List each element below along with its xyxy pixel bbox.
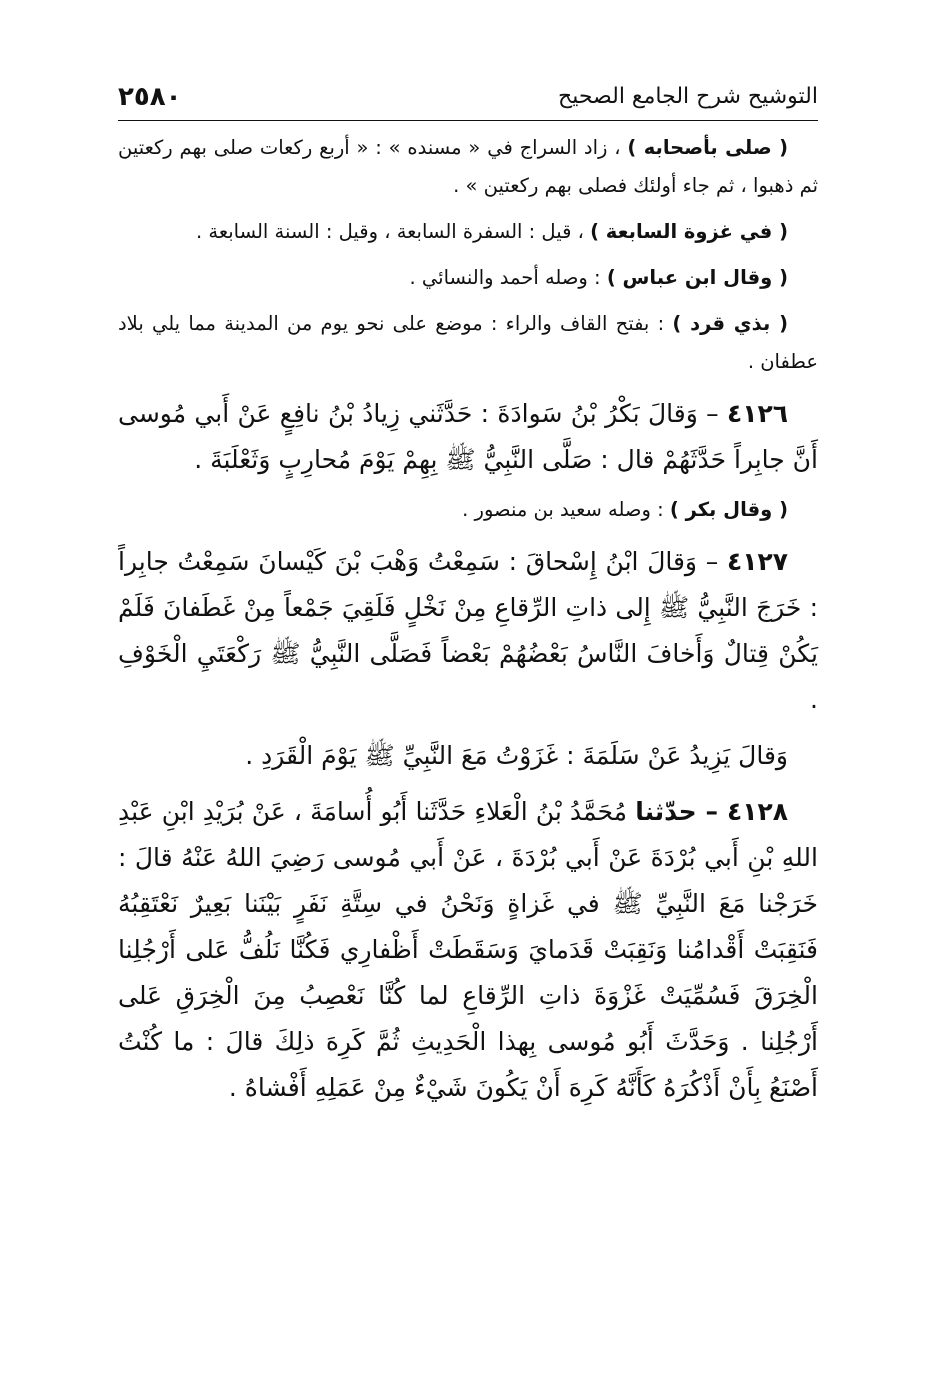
page-header (118, 78, 818, 121)
commentary-section (118, 129, 818, 381)
commentary-text: : وصله سعيد بن منصور . (462, 498, 670, 521)
book-title: التوشيح شرح الجامع الصحيح (558, 84, 818, 109)
commentary-paragraph (118, 129, 818, 205)
commentary-paragraph (118, 213, 818, 251)
hadith-text: مُحَمَّدُ بْنُ الْعَلاءِ حَدَّثَنا أَبُو أُسامَةَ ، عَنْ بُرَيْدِ ابْنِ عَبْدِ اللهِ بْنِ أَبي بُرْدَةَ عَنْ أَبي بُرْدَةَ ، عَنْ أَبي مُوسى رَضِيَ اللهُ عَنْهُ قالَ : خَرَجْنا مَعَ النَّبِيِّ ﷺ في غَزاةٍ وَنَحْنُ في سِتَّةِ نَفَرٍ بَيْنَنا بَعِيرٌ نَعْتَقِبُهُ فَنَقِبَتْ أَقْدامُنا وَنَقِبَتْ قَدَمايَ وَسَقَطَتْ أَظْفارِي فَكُنَّا نَلُفُّ عَلى أَرْجُلِنا الْخِرَقَ فَسُمِّيَتْ غَزْوَةَ ذاتِ الرِّقاعِ لما كُنَّا نَعْصِبُ مِنَ الْخِرَقِ عَلى أَرْجُلِنا . وَحَدَّثَ أَبُو مُوسى بِهذا الْحَدِيثِ ثُمَّ كَرِهَ ذلِكَ قالَ : ما كُنْتُ أَصْنَعُ بِأَنْ أَذْكُرَهُ كَأَنَّهُ كَرِهَ أَنْ يَكُونَ شَيْءٌ مِنْ عَمَلِهِ أَفْشاهُ . (118, 797, 818, 1102)
hadith-text: وَقالَ يَزِيدُ عَنْ سَلَمَةَ : غَزَوْتُ مَعَ النَّبِيِّ ﷺ يَوْمَ الْقَرَدِ . (245, 741, 788, 770)
commentary-paragraph (118, 305, 818, 381)
commentary-term: ( صلى بأصحابه ) (627, 136, 788, 159)
hadith-number: ٤١٢٦ (726, 399, 788, 428)
document-page (118, 78, 818, 1119)
commentary-text: : وصله أحمد والنسائي . (409, 266, 607, 289)
commentary-text: ، قيل : السفرة السابعة ، وقيل : السنة السابعة . (195, 220, 591, 243)
hadith-4126 (118, 391, 818, 483)
hadith-4128 (118, 789, 818, 1111)
hadith-text: – وَقالَ بَكْرُ بْنُ سَوادَةَ : حَدَّثَني زِيادُ بْنُ نافِعٍ عَنْ أَبي مُوسى أَنَّ جابِراً حَدَّثَهُمْ قال : صَلَّى النَّبِيُّ ﷺ بِهِمْ يَوْمَ مُحارِبٍ وَثَعْلَبَةَ . (118, 399, 818, 474)
commentary-term: ( بذي قرد ) (672, 312, 788, 335)
commentary-paragraph (118, 259, 818, 297)
commentary-term: ( وقال ابن عباس ) (606, 266, 788, 289)
commentary-term: ( في غزوة السابعة ) (590, 220, 788, 243)
commentary-text: ، زاد السراج في « مسنده » : « أربع ركعات صلى بهم ركعتين ثم ذهبوا ، ثم جاء أولئك فصلى بهم ركعتين » . (118, 136, 818, 197)
hadith-number: ٤١٢٧ (726, 547, 788, 576)
hadith-number: ٤١٢٨ (726, 797, 788, 826)
commentary-text: : بفتح القاف والراء : موضع على نحو يوم من المدينة مما يلي بلاد عطفان . (118, 312, 818, 373)
hadith-text: – وَقالَ ابْنُ إِسْحاقَ : سَمِعْتُ وَهْبَ بْنَ كَيْسانَ سَمِعْتُ جابِراً : خَرَجَ النَّبِيُّ ﷺ إِلى ذاتِ الرِّقاعِ مِنْ نَخْلٍ فَلَقِيَ جَمْعاً مِنْ غَطَفانَ فَلَمْ يَكُنْ قِتالٌ وَأَخافَ النَّاسُ بَعْضُهُمْ بَعْضاً فَصَلَّى النَّبِيُّ ﷺ رَكْعَتَيِ الْخَوْفِ . (118, 547, 818, 714)
hadith-4127-addendum (118, 733, 818, 779)
commentary-term: ( وقال بكر ) (669, 498, 788, 521)
hadith-4127 (118, 539, 818, 723)
page-number: ٢٥٨٠ (118, 82, 182, 112)
hadith-lead: – حدّثنا (635, 797, 727, 826)
commentary-paragraph (118, 491, 818, 529)
